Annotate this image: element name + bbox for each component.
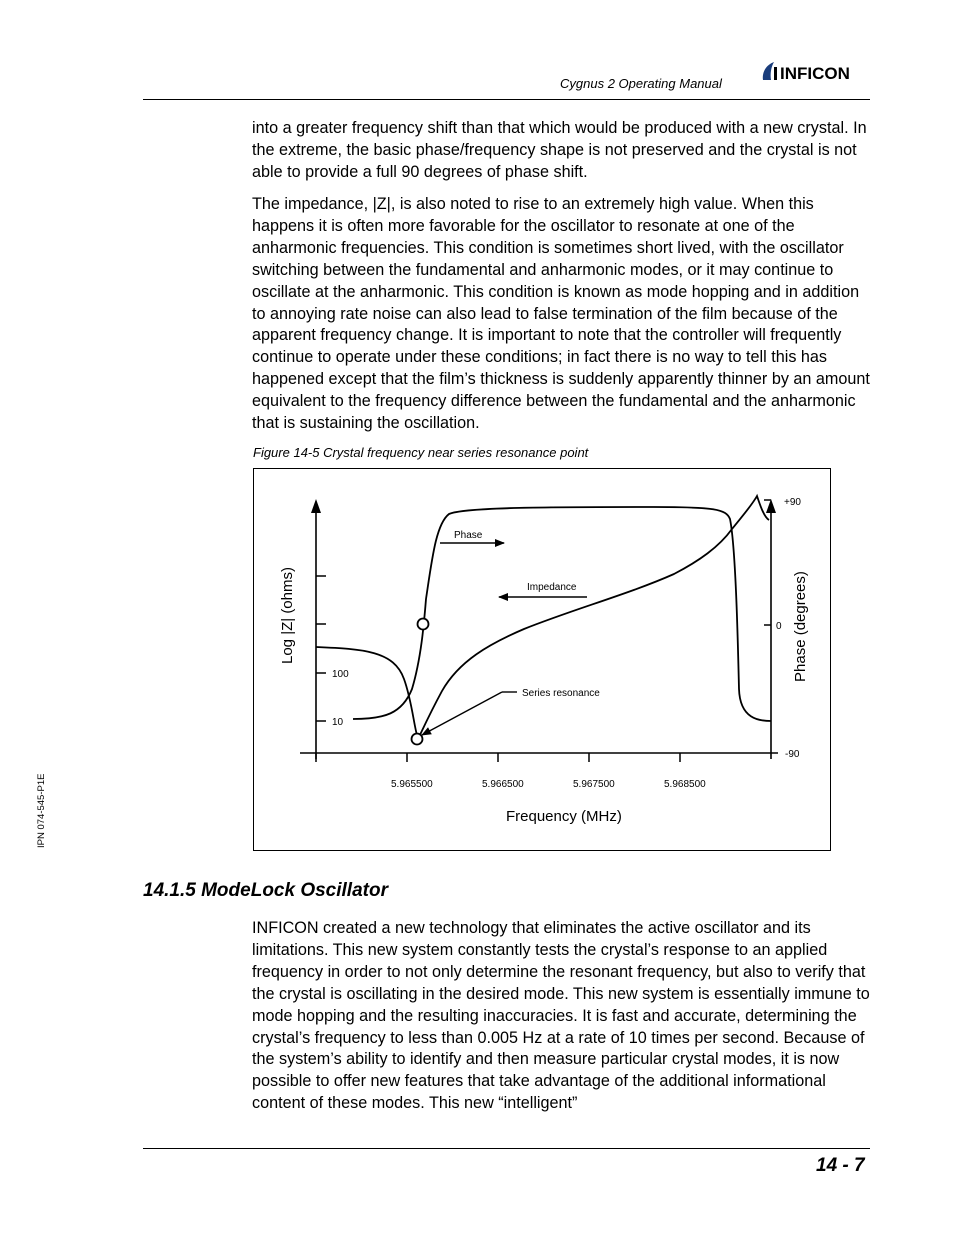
phase-zero-marker: [418, 619, 429, 630]
left-tick-100: 100: [332, 669, 349, 680]
paragraph-1: into a greater frequency shift than that which would be produced with a new crystal. In the extreme, the basic phase/frequency shape is not preserved and the crystal is not able to provide a full 90 degrees of phase shift.: [252, 119, 867, 181]
right-tick-plus90: +90: [784, 497, 801, 508]
page-number: 14 - 7: [816, 1155, 865, 1176]
header-rule: [143, 99, 870, 100]
svg-text:INFICON: INFICON: [780, 64, 850, 83]
left-axis-label: Log |Z| (ohms): [279, 567, 296, 664]
section-heading: 14.1.5 ModeLock Oscillator: [143, 880, 388, 901]
annotation-phase: Phase: [454, 530, 483, 541]
x-tick-4: 5.968500: [664, 779, 706, 790]
x-tick-2: 5.966500: [482, 779, 524, 790]
x-tick-1: 5.965500: [391, 779, 433, 790]
footer-rule: [143, 1148, 870, 1149]
inficon-logo: [760, 58, 874, 84]
x-tick-3: 5.967500: [573, 779, 615, 790]
figure-crystal-frequency: [253, 468, 831, 851]
annotation-impedance: Impedance: [527, 582, 577, 593]
right-axis-label: Phase (degrees): [792, 571, 809, 682]
manual-title: Cygnus 2 Operating Manual: [560, 76, 722, 91]
series-resonance-marker: [412, 734, 423, 745]
x-axis-label: Frequency (MHz): [506, 808, 622, 825]
paragraph-3: INFICON created a new technology that eliminates the active oscillator and its limitations. This new system constantly tests the crystal’s response to an applied frequency in order to not only determine the resonant frequency, but also to verify that the crystal is oscillating in the desired mode. This new system is essentially immune to mode hopping and the resulting inaccuracies. It is fast and accurate, determining the crystal’s frequency to less than 0.005 Hz at a rate of 10 times per second. Because of the system’s ability to identify and then measure particular crystal modes, it is now possible to offer new features that take advantage of the additional informational content of these modes. This new “intelligent”: [252, 919, 870, 1113]
annotation-series-resonance: Series resonance: [522, 688, 600, 699]
paragraph-2: The impedance, |Z|, is also noted to rise to an extremely high value. When this happens it is often more favorable for the oscillator to resonate at one of the anharmonic frequencies. This condition is sometimes short lived, with the oscillator switching between the fundamental and anharmonic modes, or it may continue to oscillate at the anharmonic. This condition is known as mode hopping and in addition to annoying rate noise can also lead to false termination of the film because of the apparent frequency change. It is important to note that the controller will frequently continue to operate under these conditions; in fact there is no way to tell this has happened except that the film’s thickness is suddenly apparently thinner by an amount equivalent to the frequency difference between the fundamental and the anharmonic that is sustaining the oscillation.: [252, 195, 870, 433]
right-tick-minus90: -90: [785, 749, 800, 760]
left-tick-10: 10: [332, 717, 344, 728]
side-ipn-label: IPN 074-545-P1E: [36, 773, 47, 848]
impedance-curve: [316, 496, 769, 739]
figure-caption: Figure 14-5 Crystal frequency near series resonance point: [253, 445, 589, 460]
right-tick-0: 0: [776, 621, 782, 632]
